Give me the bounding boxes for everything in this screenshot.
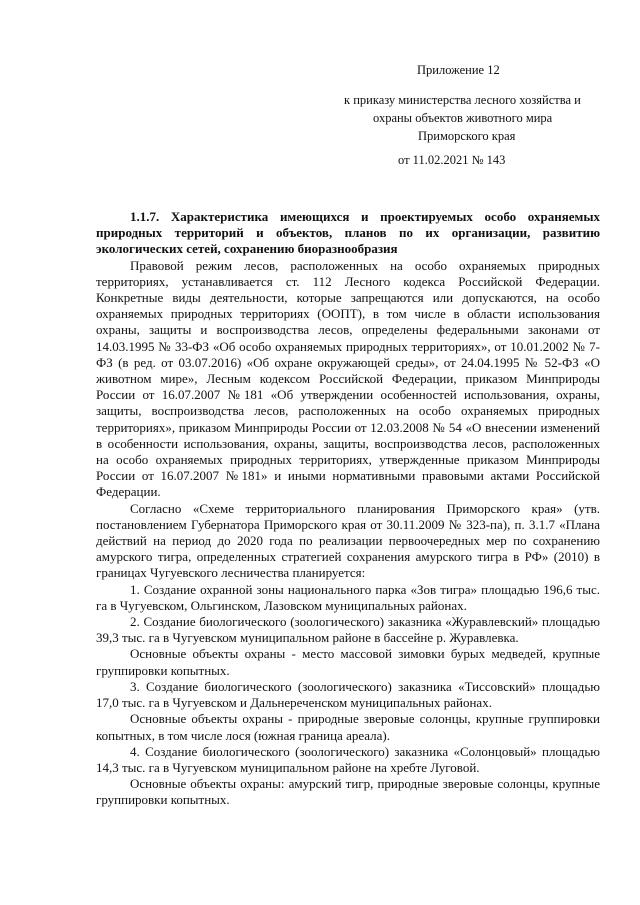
paragraph: 4. Создание биологического (зоологического) заказника «Солонцовый» площадью 14,3 тыс. га в Чугуевском муниципальном районе на хребте Луговой. [96, 743, 600, 775]
paragraph: 3. Создание биологического (зоологического) заказника «Тиссовский» площадью 17,0 тыс. га в Чугуевском и Дальнереченском муниципальных районах. [96, 678, 600, 711]
order-reference-line-3: Приморского края [418, 129, 516, 143]
section-heading: 1.1.7. Характеристика имеющихся и проектируемых особо охраняемых природных территорий и объектов, планов по их организации, развитию экологических сетей, сохранению биоразнообразия [96, 209, 600, 257]
paragraph: Основные объекты охраны - природные зверовые солонцы, крупные группировки копытных, в том числе лося (южная граница ареала). [96, 711, 600, 743]
paragraph: Правовой режим лесов, расположенных на особо охраняемых природных территориях, устанавливается ст. 112 Лесного кодекса Российской Федерации. Конкретные виды деятельности, которые запрещаются или допускаются, на особо охраняемых природных территориях (ООПТ), в том числе в области использования охраны, защиты и воспроизводства лесов, определены федеральными законами от 14.03.1995 № 33-ФЗ «Об особо охраняемых природных территориях», от 10.01.2002 № 7-ФЗ (в ред. от 03.07.2016) «Об охране окружающей среды», от 24.04.1995 № 52-ФЗ «О животном мире», Лесным кодексом Российской Федерации, приказом Минприроды России от 16.07.2007 №181 «Об утверждении особенностей использования, охраны, защиты, воспроизводства лесов, расположенных на особо охраняемых природных территориях», приказом Минприроды России от 12.03.2008 № 54 «О внесении изменений в особенности использования, охраны, защиты, воспроизводства лесов, расположенных на особо охраняемых природных территориях, утвержденные приказом Минприроды России от 16.07.2007 №181» и иными нормативными правовыми актами Российской Федерации. [96, 257, 600, 500]
appendix-label: Приложение 12 [417, 63, 500, 77]
paragraph: 1. Создание охранной зоны национального парка «Зов тигра» площадью 196,6 тыс. га в Чугуевском, Ольгинском, Лазовском муниципальных районах. [96, 581, 600, 613]
order-reference-line-1: к приказу министерства лесного хозяйства и [344, 93, 581, 107]
paragraph: Согласно «Схеме территориального планирования Приморского края» (утв. постановлением Губернатора Приморского края от 30.11.2009 № 323-па), п. 3.1.7 «Плана действий на период до 2020 года по реализации первоочередных мер по сохранению амурского тигра, определенных стратегией сохранения амурского тигра в РФ» (2010) в границах Чугуевского лесничества планируется: [96, 500, 600, 581]
paragraph: Основные объекты охраны - место массовой зимовки бурых медведей, крупные группировки копытных. [96, 646, 600, 678]
paragraph: 2. Создание биологического (зоологического) заказника «Журавлевский» площадью 39,3 тыс. га в Чугуевском муниципальном районе в бассейне р. Журавлевка. [96, 614, 600, 646]
document-body [96, 209, 600, 809]
order-reference-line-2: охраны объектов животного мира [373, 111, 553, 125]
paragraph: Основные объекты охраны: амурский тигр, природные зверовые солонцы, крупные группировки копытных. [96, 776, 600, 808]
order-date-number: от 11.02.2021 № 143 [398, 153, 506, 167]
